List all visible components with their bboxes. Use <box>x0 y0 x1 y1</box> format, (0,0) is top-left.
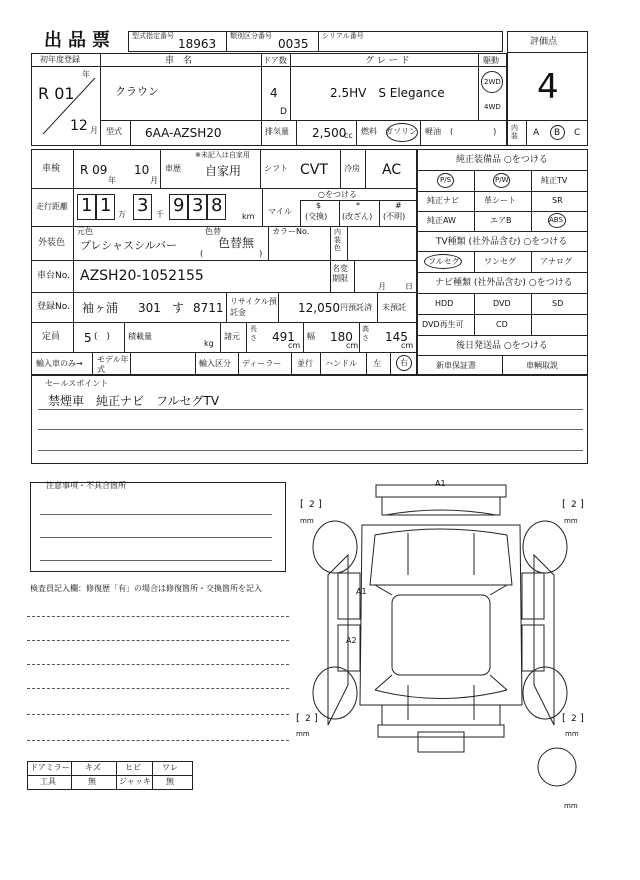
mile-label: マイル <box>268 207 292 216</box>
tread-rr-close: ] <box>580 713 584 724</box>
length-label: 長さ <box>250 325 257 342</box>
type-cert-label: 型式指定番号 <box>132 32 174 40</box>
name-change-day: 日 <box>405 282 413 291</box>
tools-header-mirror: ドアミラー <box>30 763 70 772</box>
tread-rr: 2 <box>571 714 577 724</box>
recycle-deposited: 円預託済 <box>340 303 372 312</box>
category-label: 類別区分番号 <box>230 32 272 40</box>
name-change-label: 名変期限 <box>332 264 348 283</box>
equip-leather: 革シート <box>484 196 516 205</box>
unknown-symbol: # <box>395 201 402 210</box>
car-name-value: クラウン <box>115 85 159 98</box>
capacity-value: 5 <box>84 331 92 345</box>
navi-sd: SD <box>552 299 564 308</box>
recycle-label: リサイクル預託金 <box>230 297 277 317</box>
capacity-paren: ( ) <box>94 332 111 342</box>
mileage-check: ○をつける <box>318 190 357 199</box>
orig-color-value: プレシャスシルバー <box>80 239 178 252</box>
tread-fr-open: [ <box>562 499 566 510</box>
inspection-year-unit: 年 <box>108 176 116 185</box>
interior-b: B <box>554 128 561 138</box>
tread-fr-close: ] <box>580 499 584 510</box>
equip-pw: P/W <box>495 176 509 184</box>
ac-value: AC <box>382 162 402 178</box>
height-label: 高さ <box>362 325 369 342</box>
mileage-sen: 千 <box>156 210 164 219</box>
car-damage-diagram <box>290 475 590 815</box>
model-label: 型式 <box>106 127 122 136</box>
diagram-a1-top: A1 <box>435 479 446 488</box>
fuel-light: 軽油 <box>425 127 441 136</box>
equip-tv: 純正TV <box>541 176 568 185</box>
tread-fr-mm: mm <box>564 517 578 525</box>
equip-sr: SR <box>552 196 563 205</box>
equip-aw: 純正AW <box>427 216 456 225</box>
diagram-a2-side: A2 <box>346 636 357 645</box>
mileage-digit-5: 3 <box>192 195 204 216</box>
tools-row-none2: 無 <box>166 777 174 786</box>
tread-fl-close: ] <box>318 499 322 510</box>
grade-label: グ レ ー ド <box>365 56 410 66</box>
displacement-value: 2,500 <box>312 126 347 140</box>
tv-analog: アナログ <box>540 257 572 266</box>
first-reg-era: R 01 <box>38 84 75 103</box>
first-reg-month: 12 <box>70 118 88 134</box>
navi-hdd: HDD <box>435 299 454 308</box>
inspector-label: 検査員記入欄：修復歴「有」の場合は修復箇所・交換箇所を記入 <box>30 584 262 593</box>
drive-2wd: 2WD <box>484 78 501 86</box>
mileage-man: 万 <box>118 210 126 219</box>
tools-header-scratch: キズ <box>85 763 101 772</box>
year-unit: 年 <box>82 70 90 79</box>
usage-note: ※未記入は自家用 <box>195 151 250 159</box>
mileage-digit-2: 1 <box>100 195 112 216</box>
tread-fl-open: [ <box>300 499 304 510</box>
sales-text: 禁煙車 純正ナビ フルセグTV <box>48 394 220 408</box>
car-name-label: 車 名 <box>165 56 193 66</box>
form-title: 出品票 <box>44 30 116 51</box>
tamper-symbol: * <box>356 201 360 210</box>
inspection-label: 車検 <box>42 164 61 174</box>
import-label: 輸入車のみ→ <box>36 359 83 368</box>
tread-rr-open: [ <box>562 713 566 724</box>
tread-rr-mm: mm <box>565 730 579 738</box>
name-change-month: 月 <box>378 282 386 291</box>
drive-4wd: 4WD <box>484 103 501 111</box>
navi-dvd: DVD <box>493 299 511 308</box>
model-year-label: モデル年式 <box>97 355 129 374</box>
equip-abs: ABS <box>549 216 563 224</box>
chassis-value: AZSH20-1052155 <box>80 268 204 284</box>
usage-value: 自家用 <box>205 164 242 178</box>
interior-label: 内装 <box>511 124 518 140</box>
fuel-label: 燃料 <box>361 127 377 136</box>
tools-header-break: ワレ <box>162 763 178 772</box>
color-change-label: 色替 <box>205 227 221 236</box>
parallel-option: 並行 <box>297 359 313 368</box>
door-label: ドア数 <box>263 56 287 65</box>
tread-rl-open: [ <box>296 713 300 724</box>
tools-row-jack: ジャッキ <box>119 777 151 786</box>
color-change-paren: ( ) <box>200 249 263 258</box>
interior-c: C <box>574 128 581 138</box>
mileage-digit-6: 8 <box>211 195 223 216</box>
inspection-month-unit: 月 <box>150 176 158 185</box>
diagram-a1-side: A1 <box>356 587 367 596</box>
reg-num: 8711 <box>193 301 224 315</box>
category-value: 0035 <box>278 37 309 51</box>
width-value: 180 <box>330 330 353 344</box>
reg-label: 登録No. <box>37 302 70 312</box>
tread-rl: 2 <box>305 714 311 724</box>
handle-left: 左 <box>373 359 381 368</box>
spare-mm: mm <box>564 802 578 810</box>
notes-box <box>30 482 286 572</box>
displacement-unit: cc <box>344 131 353 140</box>
door-d: D <box>280 107 287 117</box>
inspection-month: 10 <box>134 163 150 177</box>
later-warranty: 新車保証書 <box>436 361 476 370</box>
serial-label: シリアル番号 <box>322 32 364 40</box>
dims-label: 諸元 <box>224 332 240 341</box>
payload-unit: kg <box>204 339 214 348</box>
sales-label: セールスポイント <box>45 379 109 388</box>
handle-right: 右 <box>400 358 408 367</box>
tread-fr: 2 <box>571 500 577 510</box>
reg-class: 301 <box>138 301 161 315</box>
tools-row-tools: 工具 <box>40 777 56 786</box>
height-cm: cm <box>401 341 414 350</box>
month-unit: 月 <box>90 126 98 135</box>
tread-fl-mm: mm <box>300 517 314 525</box>
tread-rl-mm: mm <box>296 730 310 738</box>
tools-row-none1: 無 <box>88 777 96 786</box>
mileage-digit-3: 3 <box>137 195 149 216</box>
orig-color-label: 元色 <box>77 227 93 236</box>
usage-label: 車歴 <box>165 164 181 173</box>
unknown-text: (不明) <box>383 212 406 221</box>
handle-label: ハンドル <box>325 359 357 368</box>
shift-value: CVT <box>300 162 328 178</box>
tread-rl-close: ] <box>314 713 318 724</box>
capacity-label: 定員 <box>42 332 61 342</box>
tv-fullseg: フルセグ <box>428 257 460 266</box>
swap-text: (交換) <box>305 212 328 221</box>
exterior-label: 外装色 <box>38 238 66 248</box>
dealer-option: ディーラー <box>242 359 282 368</box>
tread-fl: 2 <box>309 500 315 510</box>
mileage-km: km <box>242 212 255 221</box>
swap-symbol: $ <box>316 201 322 210</box>
tamper-text: (改ざん) <box>342 212 373 221</box>
navi-dvd-play: DVD再生可 <box>422 320 464 329</box>
navi-label: ナビ種類 (社外品含む) ○をつける <box>435 278 573 288</box>
equip-navi: 純正ナビ <box>427 196 459 205</box>
tools-header-crack: ヒビ <box>125 763 141 772</box>
interior-color-label: 内装色 <box>334 228 341 252</box>
reg-kana: す <box>172 301 185 315</box>
length-value: 491 <box>272 330 295 344</box>
displacement-label: 排気量 <box>265 127 289 136</box>
payload-label: 積載量 <box>128 332 152 341</box>
notes-label: 注意事項・不具合箇所 <box>46 481 126 490</box>
mileage-label: 走行距離 <box>36 202 68 211</box>
recycle-value: 12,050 <box>298 301 340 315</box>
equip-airbag: エアB <box>490 216 512 225</box>
color-code-label: カラーNo. <box>272 227 310 236</box>
navi-cd: CD <box>496 320 508 329</box>
recycle-not: 未預託 <box>382 303 406 312</box>
import-type-label: 輸入区分 <box>199 359 231 368</box>
model-value: 6AA-AZSH20 <box>145 126 222 140</box>
mileage-digit-4: 9 <box>173 195 185 216</box>
fuel-gas: ガソリン <box>385 127 417 136</box>
equip-ps: P/S <box>440 176 452 184</box>
interior-a: A <box>533 128 540 138</box>
chassis-label: 車台No. <box>37 271 70 281</box>
ac-label: 冷房 <box>344 164 360 173</box>
width-label: 幅 <box>307 332 315 341</box>
type-cert-value: 18963 <box>178 37 217 51</box>
eval-score: 4 <box>537 67 559 107</box>
width-cm: cm <box>346 341 359 350</box>
drive-label: 駆動 <box>483 56 499 65</box>
length-cm: cm <box>288 341 301 350</box>
reg-area: 袖ヶ浦 <box>82 301 119 315</box>
inspection-era: R 09 <box>80 163 108 177</box>
color-change-value: 色替無 <box>218 236 255 250</box>
later-manual: 車輌取説 <box>526 361 558 370</box>
height-value: 145 <box>385 330 408 344</box>
grade-value: 2.5HV S Elegance <box>330 86 445 100</box>
eval-label: 評価点 <box>530 37 558 47</box>
tv-oneseg: ワンセグ <box>484 257 516 266</box>
shift-label: シフト <box>264 164 288 173</box>
first-reg-label: 初年度登録 <box>40 55 80 64</box>
fuel-paren: ( ) <box>450 127 497 136</box>
genuine-label: 純正装備品 ○をつける <box>456 155 548 165</box>
mileage-digit-1: 1 <box>81 195 93 216</box>
tv-label: TV種類 (社外品含む) ○をつける <box>436 237 568 247</box>
later-label: 後日発送品 ○をつける <box>456 341 548 351</box>
door-value: 4 <box>270 86 278 100</box>
